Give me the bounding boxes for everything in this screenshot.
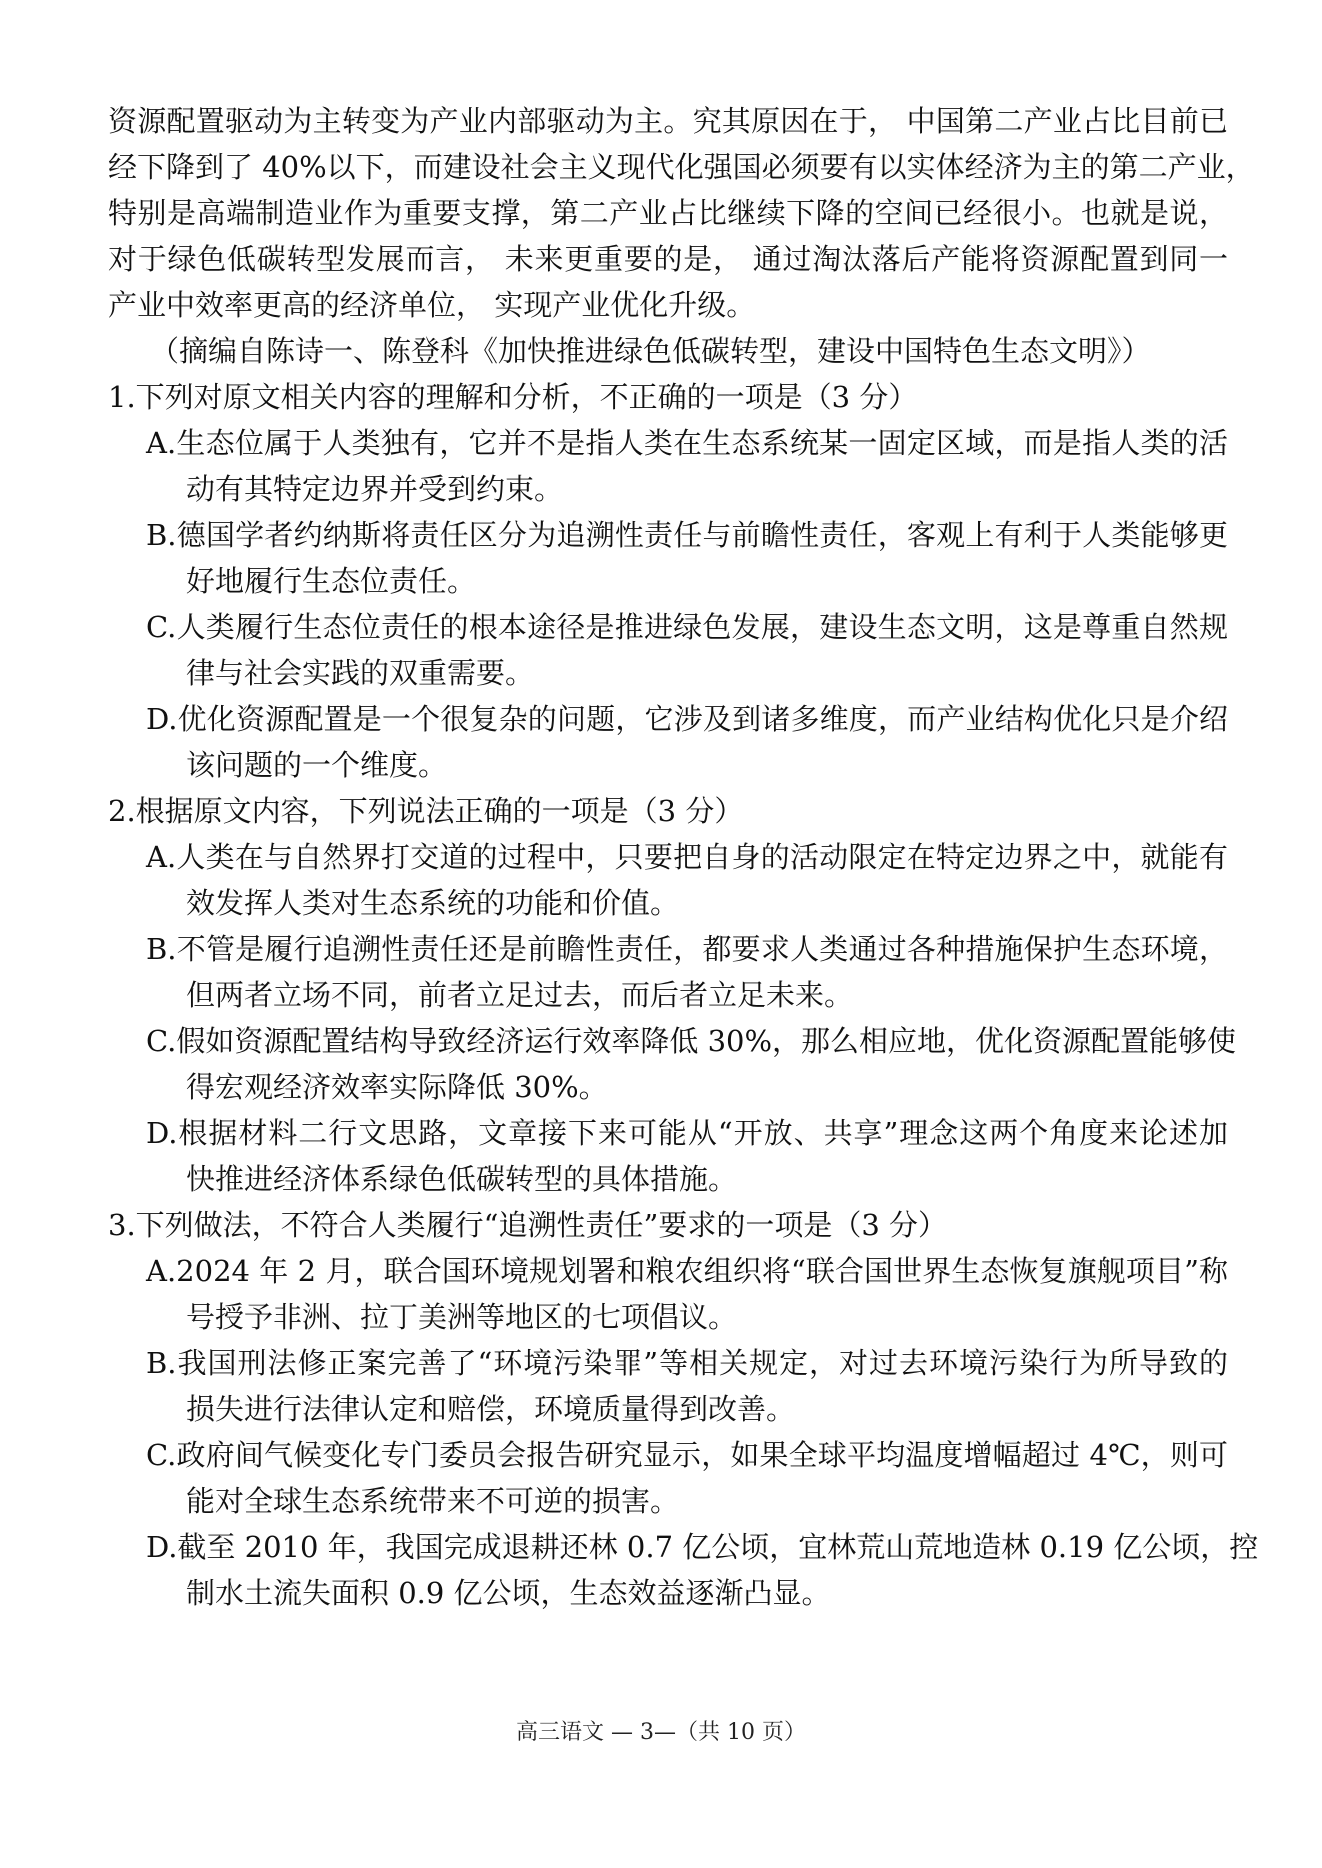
paragraph-line: 特别是高端制造业作为重要支撑，第二产业占比继续下降的空间已经很小。也就是说，	[108, 196, 1228, 230]
question-stem: 1.下列对原文相关内容的理解和分析，不正确的一项是（3 分）	[108, 380, 918, 414]
option-text: B.德国学者约纳斯将责任区分为追溯性责任与前瞻性责任，客观上有利于人类能够更	[146, 518, 1228, 552]
option-b	[108, 512, 1228, 604]
option-text-cont: 动有其特定边界并受到约束。	[186, 472, 564, 506]
source-note: （摘编自陈诗一、陈登科《加快推进绿色低碳转型，建设中国特色生态文明》）	[150, 334, 1151, 368]
option-text-cont: 好地履行生态位责任。	[186, 564, 477, 598]
option-d	[108, 1110, 1228, 1202]
page-content	[108, 98, 1259, 1616]
option-c	[108, 1018, 1237, 1110]
option-text: D.截至 2010 年，我国完成退耕还林 0.7 亿公顷，宜林荒山荒地造林 0.19 亿公顷，控	[146, 1530, 1259, 1564]
option-c	[108, 1432, 1228, 1524]
option-text: A.人类在与自然界打交道的过程中，只要把自身的活动限定在特定边界之中，就能有	[146, 840, 1228, 874]
question-3	[108, 1202, 1259, 1616]
question-stem: 2.根据原文内容，下列说法正确的一项是（3 分）	[108, 794, 744, 828]
option-text-cont: 能对全球生态系统带来不可逆的损害。	[186, 1484, 680, 1518]
option-c	[108, 604, 1228, 696]
option-a	[108, 420, 1228, 512]
option-text-cont: 损失进行法律认定和赔偿，环境质量得到改善。	[186, 1392, 796, 1426]
option-b	[108, 1340, 1228, 1432]
option-b	[108, 926, 1228, 1018]
option-text-cont: 但两者立场不同，前者立足过去，而后者立足未来。	[186, 978, 854, 1012]
option-text-cont: 该问题的一个维度。	[186, 748, 448, 782]
option-d	[108, 1524, 1259, 1616]
option-text-cont: 制水土流失面积 0.9 亿公顷，生态效益逐渐凸显。	[186, 1576, 831, 1610]
option-text-cont: 得宏观经济效率实际降低 30%。	[186, 1070, 608, 1104]
option-text: A.2024 年 2 月，联合国环境规划署和粮农组织将“联合国世界生态恢复旗舰项目”称	[146, 1254, 1228, 1288]
option-text: B.不管是履行追溯性责任还是前瞻性责任，都要求人类通过各种措施保护生态环境，	[146, 932, 1228, 966]
option-a	[108, 1248, 1228, 1340]
option-text-cont: 号授予非洲、拉丁美洲等地区的七项倡议。	[186, 1300, 738, 1334]
option-text: D.优化资源配置是一个很复杂的问题，它涉及到诸多维度，而产业结构优化只是介绍	[146, 702, 1228, 736]
page-footer: 高三语文 — 3—（共 10 页）	[516, 1720, 806, 1745]
paragraph-line: 对于绿色低碳转型发展而言， 未来更重要的是， 通过淘汰落后产能将资源配置到同一	[108, 242, 1228, 276]
question-2	[108, 788, 1237, 1202]
option-text-cont: 律与社会实践的双重需要。	[186, 656, 535, 690]
question-stem: 3.下列做法，不符合人类履行“追溯性责任”要求的一项是（3 分）	[108, 1208, 947, 1242]
intro-paragraph	[108, 98, 1255, 328]
paragraph-line: 资源配置驱动为主转变为产业内部驱动为主。究其原因在于， 中国第二产业占比目前已	[108, 104, 1228, 138]
question-1	[108, 374, 1228, 788]
option-text: C.政府间气候变化专门委员会报告研究显示，如果全球平均温度增幅超过 4℃，则可	[146, 1438, 1228, 1472]
option-text-cont: 效发挥人类对生态系统的功能和价值。	[186, 886, 680, 920]
option-text: C.假如资源配置结构导致经济运行效率降低 30%，那么相应地，优化资源配置能够使	[146, 1024, 1237, 1058]
option-text: C.人类履行生态位责任的根本途径是推进绿色发展，建设生态文明，这是尊重自然规	[146, 610, 1228, 644]
option-text: D.根据材料二行文思路，文章接下来可能从“开放、共享”理念这两个角度来论述加	[146, 1116, 1228, 1150]
option-a	[108, 834, 1228, 926]
option-text-cont: 快推进经济体系绿色低碳转型的具体措施。	[186, 1162, 738, 1196]
paragraph-line: 经下降到了 40%以下，而建设社会主义现代化强国必须要有以实体经济为主的第二产业，	[108, 150, 1255, 184]
option-text: B.我国刑法修正案完善了“环境污染罪”等相关规定，对过去环境污染行为所导致的	[146, 1346, 1228, 1380]
option-d	[108, 696, 1228, 788]
option-text: A.生态位属于人类独有，它并不是指人类在生态系统某一固定区域，而是指人类的活	[146, 426, 1228, 460]
paragraph-line: 产业中效率更高的经济单位， 实现产业优化升级。	[108, 288, 756, 322]
